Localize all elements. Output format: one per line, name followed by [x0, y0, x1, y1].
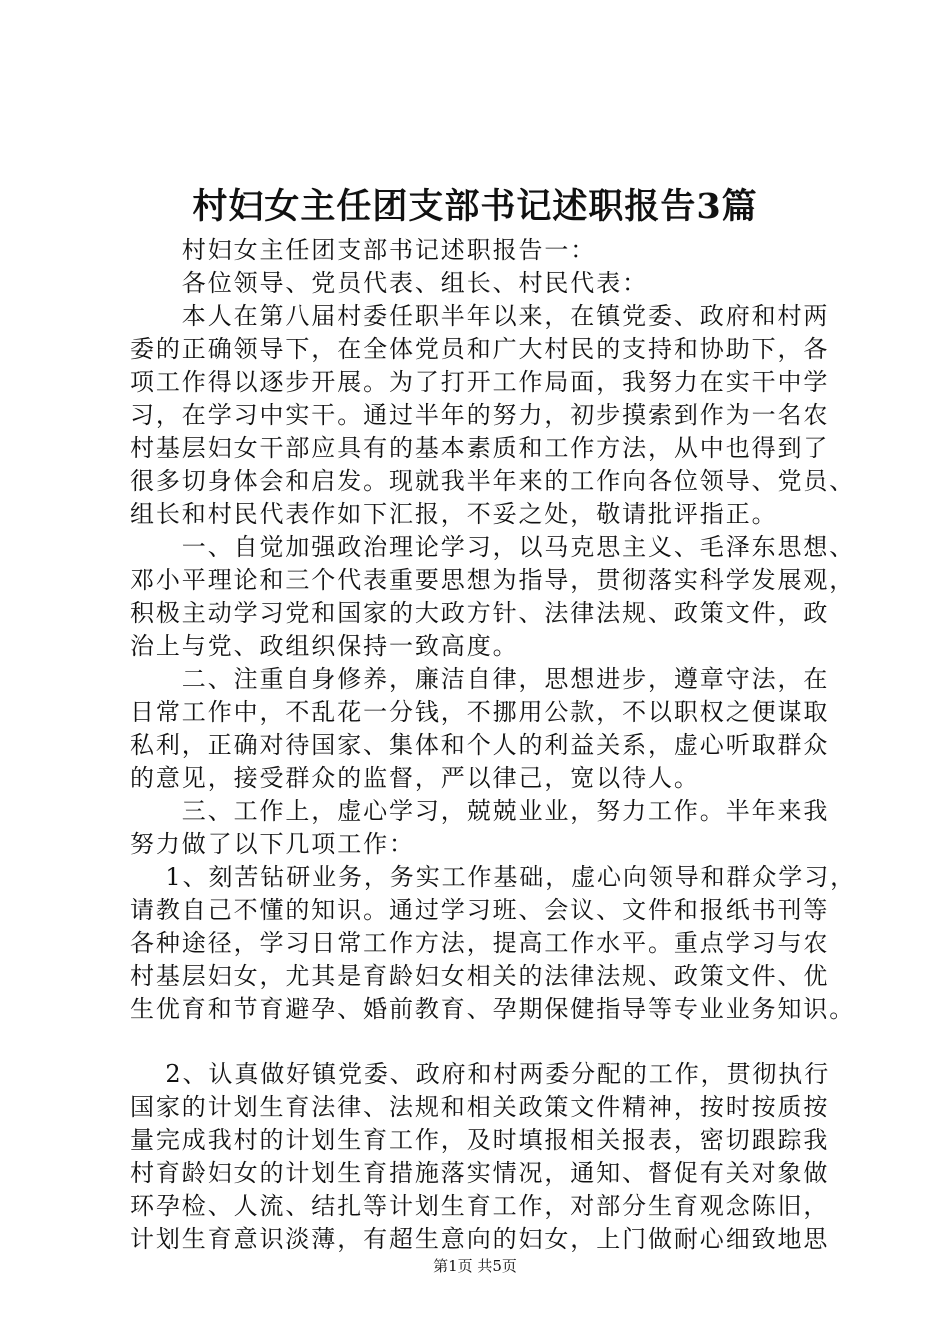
text-line: 日常工作中，不乱花一分钱，不挪用公款，不以职权之便谋取 [130, 698, 830, 726]
text-line: 量完成我村的计划生育工作，及时填报相关报表，密切跟踪我 [130, 1126, 830, 1154]
text-line: 各位领导、党员代表、组长、村民代表： [130, 269, 648, 297]
text-line: 国家的计划生育法律、法规和相关政策文件精神，按时按质按 [130, 1093, 830, 1121]
text-line: 各种途径，学习日常工作方法，提高工作水平。重点学习与农 [130, 929, 830, 957]
document-body [130, 234, 856, 1256]
text-line: 积极主动学习党和国家的大政方针、法律法规、政策文件，政 [130, 599, 830, 627]
text-line: 村基层妇女干部应具有的基本素质和工作方法，从中也得到了 [130, 434, 830, 462]
text-line: 请教自己不懂的知识。通过学习班、会议、文件和报纸书刊等 [130, 896, 830, 924]
text-line: 本人在第八届村委任职半年以来，在镇党委、政府和村两 [130, 302, 830, 330]
text-line: 项工作得以逐步开展。为了打开工作局面，我努力在实干中学 [130, 368, 830, 396]
text-line: 环孕检、人流、结扎等计划生育工作，对部分生育观念陈旧， [130, 1192, 830, 1220]
text-line: 治上与党、政组织保持一致高度。 [130, 632, 519, 660]
text-line: 邓小平理论和三个代表重要思想为指导，贯彻落实科学发展观， [130, 566, 856, 594]
text-line: 生优育和节育避孕、婚前教育、孕期保健指导等专业业务知识。 [130, 995, 856, 1023]
text-line: 习，在学习中实干。通过半年的努力，初步摸索到作为一名农 [130, 401, 830, 429]
text-line: 村育龄妇女的计划生育措施落实情况，通知、督促有关对象做 [130, 1159, 830, 1187]
text-line: 三、工作上，虚心学习，兢兢业业，努力工作。半年来我 [130, 797, 830, 825]
text-line: 2、认真做好镇党委、政府和村两委分配的工作，贯彻执行 [130, 1060, 831, 1088]
text-line: 二、注重自身修养，廉洁自律，思想进步，遵章守法，在 [130, 665, 830, 693]
text-line: 的意见，接受群众的监督，严以律己，宽以待人。 [130, 764, 700, 792]
text-line: 组长和村民代表作如下汇报，不妥之处，敬请批评指正。 [130, 500, 778, 528]
text-line: 私利，正确对待国家、集体和个人的利益关系，虚心听取群众 [130, 731, 830, 759]
text-line: 努力做了以下几项工作： [130, 830, 415, 858]
text-line: 委的正确领导下，在全体党员和广大村民的支持和协助下，各 [130, 335, 830, 363]
text-line: 村妇女主任团支部书记述职报告一： [130, 236, 597, 264]
document-title: 村妇女主任团支部书记述职报告3篇 [192, 186, 758, 227]
text-line: 一、自觉加强政治理论学习，以马克思主义、毛泽东思想、 [130, 533, 856, 561]
text-line: 村基层妇女，尤其是育龄妇女相关的法律法规、政策文件、优 [130, 962, 830, 990]
text-line: 很多切身体会和启发。现就我半年来的工作向各位领导、党员、 [130, 467, 856, 495]
page-number: 第1页 共5页 [433, 1257, 517, 1275]
paragraph-gap [130, 1026, 830, 1058]
text-line: 计划生育意识淡薄，有超生意向的妇女，上门做耐心细致地思 [130, 1225, 830, 1253]
text-line: 1、刻苦钻研业务，务实工作基础，虚心向领导和群众学习， [130, 863, 856, 891]
